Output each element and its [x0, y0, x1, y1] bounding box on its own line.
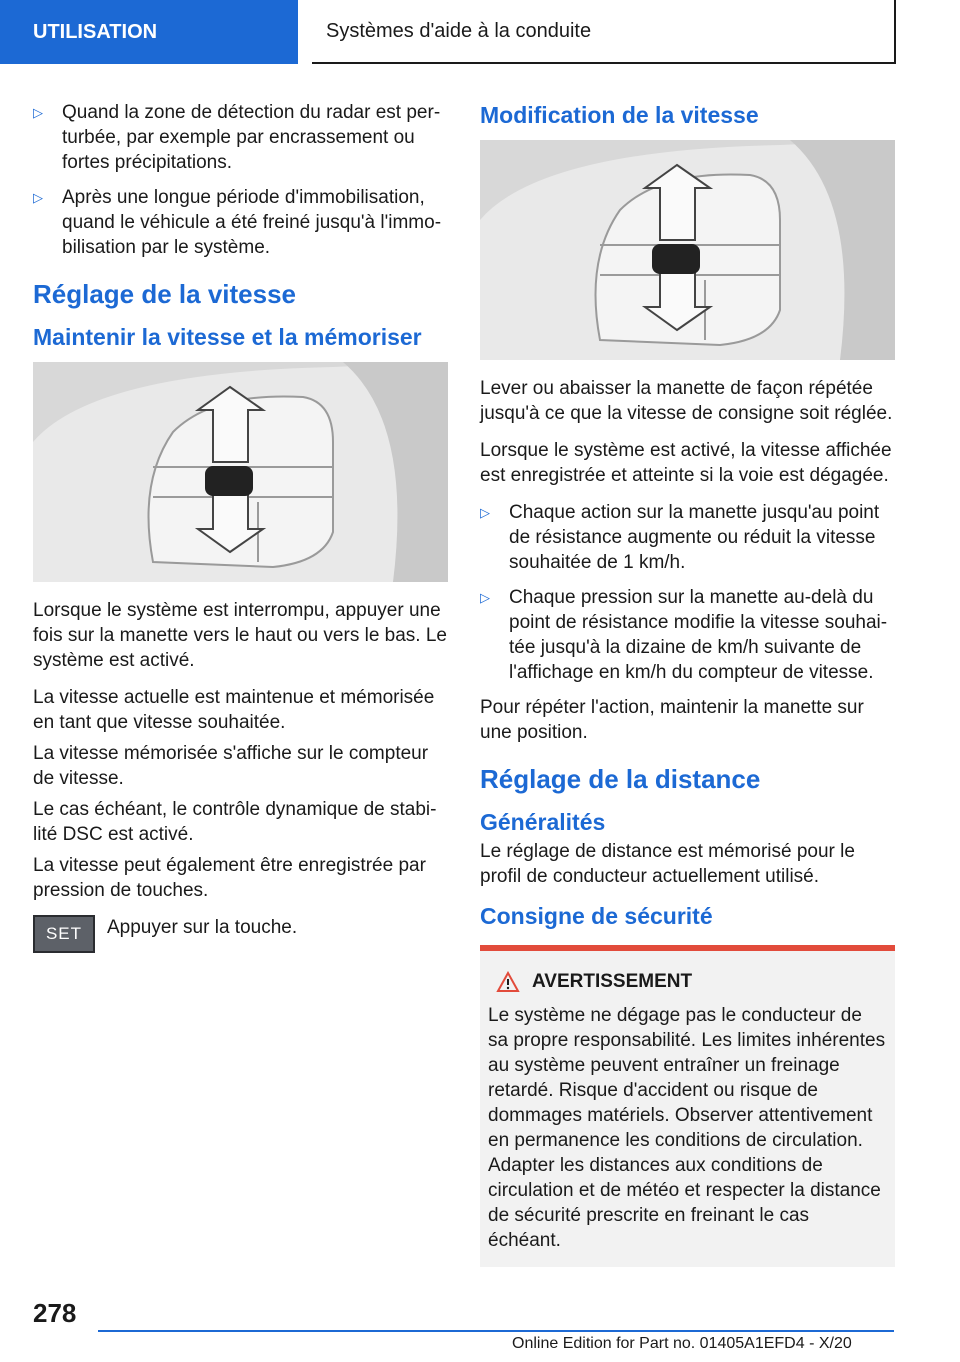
- triangle-bullet-icon: ▷: [480, 590, 490, 605]
- set-key-instruction: Appuyer sur la touche.: [107, 917, 298, 938]
- heading-safety: Consigne de sécurité: [480, 903, 713, 929]
- triangle-bullet-icon: ▷: [480, 505, 490, 520]
- section-tab: UTILISATION: [0, 0, 298, 64]
- footer-edition: Online Edition for Part no. 01405A1EFD4 - X/20: [512, 1335, 852, 1352]
- right-column: [480, 100, 895, 1267]
- steering-wheel-lever-image: [480, 140, 895, 360]
- footer-divider: [98, 1330, 894, 1332]
- paragraph: Lorsque le système est activé, la vitesse affichée est enregistrée et atteinte si la voie est dégagée.: [480, 440, 892, 486]
- heading-speed-setting: Réglage de la vitesse: [33, 279, 297, 309]
- paragraph: Lorsque le système est interrompu, appuyer une fois sur la manette vers le haut ou vers le bas. Le système est activé.: [33, 600, 447, 671]
- paragraph: Le réglage de distance est mémorisé pour le profil de conducteur actuellement utilisé.: [480, 841, 855, 887]
- warning-text: Le système ne dégage pas le conducteur de sa propre responsabilité. Les limites inhérentes au système peuvent entraîner un freinage retardé. Risque d'accident ou risque de dommages matériels. Observer attentivement en permanence les conditions de circulation. Adapter les distances aux conditions de circulation et de météo et respecter la distance de sécurité prescrite en freinant le cas échéant.: [488, 1005, 886, 1251]
- paragraph: La vitesse actuelle est maintenue et mémorisée en tant que vitesse souhaitée.: [33, 687, 435, 733]
- page-number: 278: [33, 1298, 77, 1328]
- heading-distance-setting: Réglage de la distance: [480, 764, 761, 794]
- paragraph: La vitesse peut également être enregistrée par pression de touches.: [33, 855, 426, 901]
- list-item: ▷ Chaque pression sur la manette au-delà du point de résistance modifie la vitesse souhaitée jusqu'à la dizaine de km/h suivante de l'affichage en km/h du compteur de vitesse.: [480, 587, 888, 683]
- paragraph: Le cas échéant, le contrôle dynamique de stabilité DSC est activé.: [33, 799, 437, 845]
- chapter-title: Systèmes d'aide à la conduite: [312, 0, 896, 64]
- left-column: [33, 100, 448, 953]
- list-item: ▷ Après une longue période d'immobilisation, quand le véhicule a été freiné jusqu'à l'immobilisation par le système.: [33, 187, 442, 258]
- heading-speed-change: Modification de la vitesse: [480, 102, 759, 128]
- warning-triangle-icon: [496, 971, 520, 993]
- triangle-bullet-icon: ▷: [33, 105, 43, 120]
- paragraph: Lever ou abaisser la manette de façon répétée jusqu'à ce que la vitesse de consigne soit réglée.: [480, 378, 893, 424]
- list-item: ▷ Chaque action sur la manette jusqu'au point de résistance augmente ou réduit la vitesse souhaitée de 1 km/h.: [480, 502, 880, 573]
- paragraph: La vitesse mémorisée s'affiche sur le compteur de vitesse.: [33, 743, 429, 789]
- warning-box: [480, 945, 895, 1267]
- steering-wheel-lever-image: [33, 362, 448, 582]
- list-item: ▷ Quand la zone de détection du radar est perturbée, par exemple par encrassement ou fortes précipitations.: [33, 102, 441, 173]
- paragraph: Pour répéter l'action, maintenir la manette sur une position.: [480, 697, 864, 743]
- heading-maintain-speed: Maintenir la vitesse et la mémoriser: [33, 324, 422, 350]
- set-key-row: [33, 915, 448, 953]
- triangle-bullet-icon: ▷: [33, 190, 43, 205]
- set-key-icon: SET: [33, 915, 95, 953]
- warning-title: AVERTISSEMENT: [488, 971, 887, 993]
- heading-general: Généralités: [480, 809, 606, 835]
